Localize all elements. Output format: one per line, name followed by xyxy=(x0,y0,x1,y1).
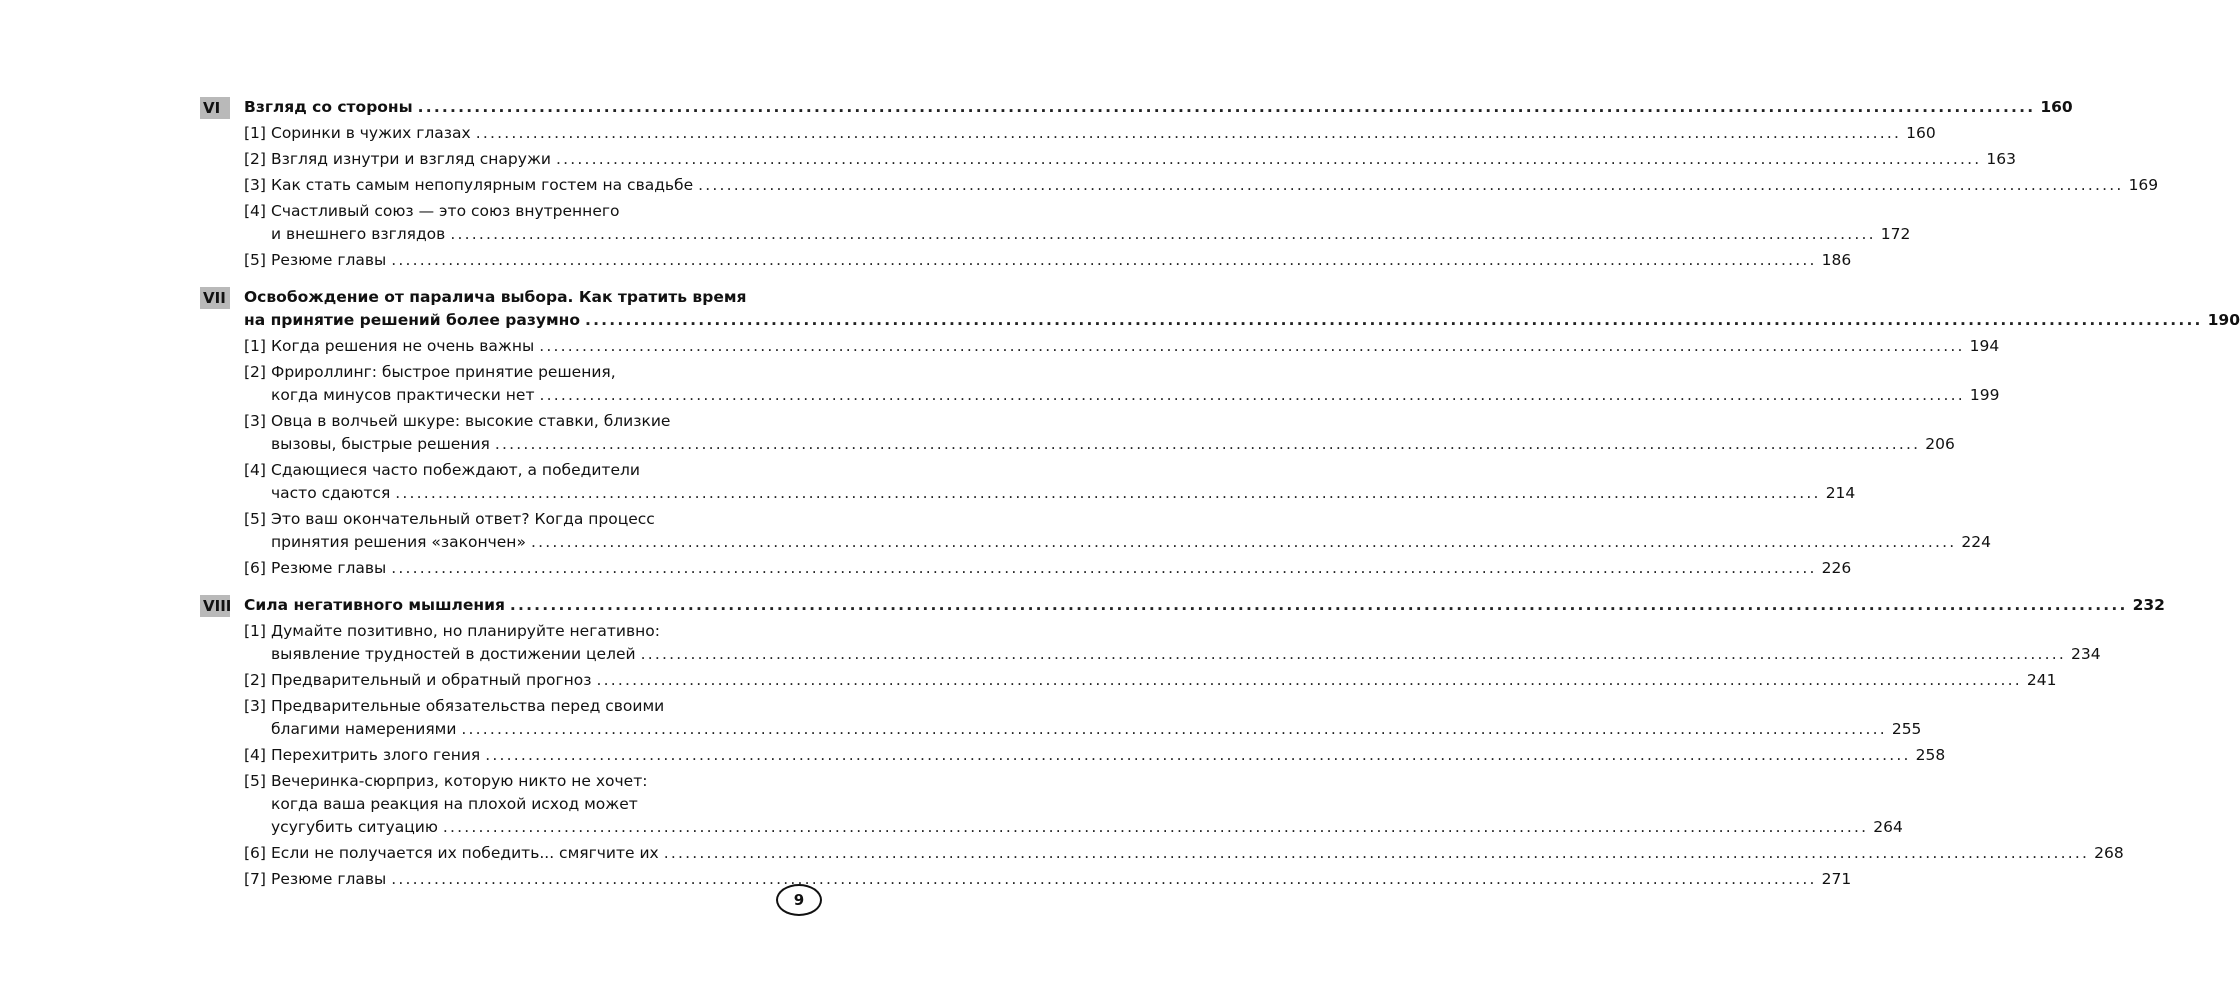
entry-page: 258 xyxy=(1915,746,1946,764)
entry-title: и внешнего взглядов xyxy=(271,225,446,243)
dot-leader: ........................................................................................................................................................................................................ xyxy=(391,559,1817,577)
toc-entry[interactable] xyxy=(244,335,2000,358)
entry-page: 206 xyxy=(1925,435,1955,453)
entry-page: 241 xyxy=(2026,671,2057,689)
entry-page: 226 xyxy=(1821,559,1852,577)
entry-title-line: Счастливый союз — это союз внутреннего xyxy=(271,202,620,220)
entry-number: [2] xyxy=(244,363,266,381)
chapter-title: Сила негативного мышления xyxy=(244,596,505,614)
toc-entry[interactable] xyxy=(244,557,1852,580)
entry-title-row xyxy=(271,122,1936,145)
entry-number: [4] xyxy=(244,202,266,220)
chapter-page: 190 xyxy=(2207,311,2240,329)
dot-leader: ........................................................................................................................................................................................................ xyxy=(539,386,1965,404)
dot-leader: ........................................................................................................................................................................................................ xyxy=(539,337,1965,355)
dot-leader: ........................................................................................................................................................................................................ xyxy=(596,671,2022,689)
chapter-block xyxy=(200,594,2165,891)
entry-title-row xyxy=(271,433,1955,456)
chapter-title-row xyxy=(244,594,2165,617)
entry-title-row xyxy=(271,718,1922,741)
toc-entry[interactable] xyxy=(244,200,1911,246)
toc-entry[interactable] xyxy=(244,669,2057,692)
chapter-number-badge: VI xyxy=(200,97,230,119)
entry-page: 194 xyxy=(1969,337,2000,355)
chapter-heading[interactable] xyxy=(244,286,2240,332)
entry-number: [2] xyxy=(244,150,266,168)
toc-entry[interactable] xyxy=(244,620,2101,666)
entry-number: [1] xyxy=(244,124,266,142)
entry-title: Как стать самым непопулярным гостем на свадьбе xyxy=(271,176,694,194)
entry-number: [5] xyxy=(244,772,266,790)
entry-title: вызовы, быстрые решения xyxy=(271,435,490,453)
dot-leader: ........................................................................................................................................................................................................ xyxy=(450,225,1876,243)
chapter-title: Взгляд со стороны xyxy=(244,98,413,116)
entry-title-line: Фрироллинг: быстрое принятие решения, xyxy=(271,363,616,381)
entry-title: Соринки в чужих глазах xyxy=(271,124,471,142)
dot-leader: ........................................................................................................................................................................................................ xyxy=(555,150,1982,168)
entry-title-row xyxy=(271,148,2016,171)
entry-number: [5] xyxy=(244,251,266,269)
chapter-page: 232 xyxy=(2132,596,2165,614)
entry-title-line: Вечеринка-сюрприз, которую никто не хочет: xyxy=(271,772,648,790)
entry-number: [3] xyxy=(244,697,266,715)
entry-page: 268 xyxy=(2094,844,2124,862)
entry-title: когда минусов практически нет xyxy=(271,386,535,404)
entry-page: 160 xyxy=(1906,124,1936,142)
entry-title-line: Предварительные обязательства перед своими xyxy=(271,697,665,715)
toc-entry[interactable] xyxy=(244,174,2159,197)
entry-title-row xyxy=(271,643,2101,666)
entry-number: [1] xyxy=(244,622,266,640)
dot-leader: ........................................................................................................................................................................................................ xyxy=(530,533,1957,551)
entry-page: 169 xyxy=(2128,176,2159,194)
entry-title-row xyxy=(271,669,2057,692)
dot-leader: ........................................................................................................................................................................................................ xyxy=(395,484,1821,502)
entry-title-row xyxy=(271,335,2000,358)
entry-title: принятия решения «закончен» xyxy=(271,533,526,551)
entry-page: 255 xyxy=(1891,720,1922,738)
toc-entry[interactable] xyxy=(244,508,1991,554)
chapter-heading[interactable] xyxy=(244,594,2165,617)
entry-page: 214 xyxy=(1825,484,1856,502)
entry-title-row xyxy=(271,531,1991,554)
entry-page: 264 xyxy=(1873,818,1903,836)
entry-title-line: Это ваш окончательный ответ? Когда процесс xyxy=(271,510,655,528)
dot-leader: ........................................................................................................................................................................................................ xyxy=(417,98,2036,116)
chapter-page: 160 xyxy=(2040,98,2073,116)
entry-number: [6] xyxy=(244,844,266,862)
chapter-block xyxy=(200,96,2159,272)
entry-page: 172 xyxy=(1880,225,1911,243)
entry-title: Предварительный и обратный прогноз xyxy=(271,671,592,689)
toc-entry[interactable] xyxy=(244,695,1922,741)
entry-title: благими намерениями xyxy=(271,720,457,738)
toc-entry[interactable] xyxy=(244,410,1955,456)
dot-leader: ........................................................................................................................................................................................................ xyxy=(442,818,1869,836)
entry-title-row xyxy=(271,816,1903,839)
entry-title-row xyxy=(271,842,2124,865)
entry-title-row xyxy=(271,174,2159,197)
toc-entry[interactable] xyxy=(244,868,1852,891)
entry-page: 186 xyxy=(1821,251,1852,269)
entry-title-line: Сдающиеся часто побеждают, а победители xyxy=(271,461,640,479)
toc-entry[interactable] xyxy=(244,122,1936,145)
entry-title: Если не получается их победить... смягчите их xyxy=(271,844,659,862)
dot-leader: ........................................................................................................................................................................................................ xyxy=(640,645,2067,663)
toc-entry[interactable] xyxy=(244,459,1856,505)
entry-page: 224 xyxy=(1961,533,1991,551)
entry-number: [7] xyxy=(244,870,266,888)
chapter-heading[interactable] xyxy=(244,96,2073,119)
chapter-block xyxy=(200,286,2240,580)
entry-number: [6] xyxy=(244,559,266,577)
entry-title-row xyxy=(271,744,1946,767)
toc-entry[interactable] xyxy=(244,361,2000,407)
entry-title: усугубить ситуацию xyxy=(271,818,438,836)
entry-title-row xyxy=(271,557,1852,580)
toc-entry[interactable] xyxy=(244,842,2124,865)
chapter-title-row xyxy=(244,96,2073,119)
dot-leader: ........................................................................................................................................................................................................ xyxy=(494,435,1921,453)
entry-title: выявление трудностей в достижении целей xyxy=(271,645,636,663)
entry-number: [1] xyxy=(244,337,266,355)
entry-title-line: Думайте позитивно, но планируйте негативно: xyxy=(271,622,660,640)
entry-title-line: когда ваша реакция на плохой исход может xyxy=(271,795,638,813)
entry-page: 234 xyxy=(2071,645,2101,663)
toc-entry[interactable] xyxy=(244,148,2016,171)
dot-leader: ........................................................................................................................................................................................................ xyxy=(698,176,2124,194)
entry-title-line: Овца в волчьей шкуре: высокие ставки, близкие xyxy=(271,412,671,430)
table-of-contents xyxy=(200,96,2240,891)
page-number-badge: 9 xyxy=(776,884,822,916)
entry-title-row xyxy=(271,482,1856,505)
entry-page: 163 xyxy=(1986,150,2016,168)
dot-leader: ........................................................................................................................................................................................................ xyxy=(585,311,2203,329)
entry-number: [4] xyxy=(244,746,266,764)
entry-title-row xyxy=(271,249,1852,272)
entry-number: [2] xyxy=(244,671,266,689)
entry-page: 271 xyxy=(1821,870,1852,888)
chapter-title-row xyxy=(244,309,2240,332)
dot-leader: ........................................................................................................................................................................................................ xyxy=(663,844,2090,862)
entry-title-row xyxy=(271,868,1852,891)
entry-number: [4] xyxy=(244,461,266,479)
entry-title-row xyxy=(271,384,2000,407)
toc-entry[interactable] xyxy=(244,770,1903,839)
chapter-number-badge: VII xyxy=(200,287,230,309)
dot-leader: ........................................................................................................................................................................................................ xyxy=(509,596,2128,614)
dot-leader: ........................................................................................................................................................................................................ xyxy=(485,746,1911,764)
chapter-number-badge: VIII xyxy=(200,595,230,617)
entry-title-row xyxy=(271,223,1911,246)
toc-entry[interactable] xyxy=(244,744,1946,767)
dot-leader: ........................................................................................................................................................................................................ xyxy=(475,124,1902,142)
entry-number: [5] xyxy=(244,510,266,528)
entry-title: Перехитрить злого гения xyxy=(271,746,481,764)
entry-title: Резюме главы xyxy=(271,559,387,577)
toc-entry[interactable] xyxy=(244,249,1852,272)
entry-page: 199 xyxy=(1969,386,2000,404)
dot-leader: ........................................................................................................................................................................................................ xyxy=(461,720,1887,738)
entry-number: [3] xyxy=(244,176,266,194)
dot-leader: ........................................................................................................................................................................................................ xyxy=(391,251,1817,269)
entry-title: часто сдаются xyxy=(271,484,391,502)
entry-number: [3] xyxy=(244,412,266,430)
entry-title: Когда решения не очень важны xyxy=(271,337,535,355)
entry-title: Взгляд изнутри и взгляд снаружи xyxy=(271,150,551,168)
chapter-title: на принятие решений более разумно xyxy=(244,311,580,329)
chapter-title-line: Освобождение от паралича выбора. Как тратить время xyxy=(244,288,747,306)
entry-title: Резюме главы xyxy=(271,870,387,888)
entry-title: Резюме главы xyxy=(271,251,387,269)
dot-leader: ........................................................................................................................................................................................................ xyxy=(391,870,1817,888)
